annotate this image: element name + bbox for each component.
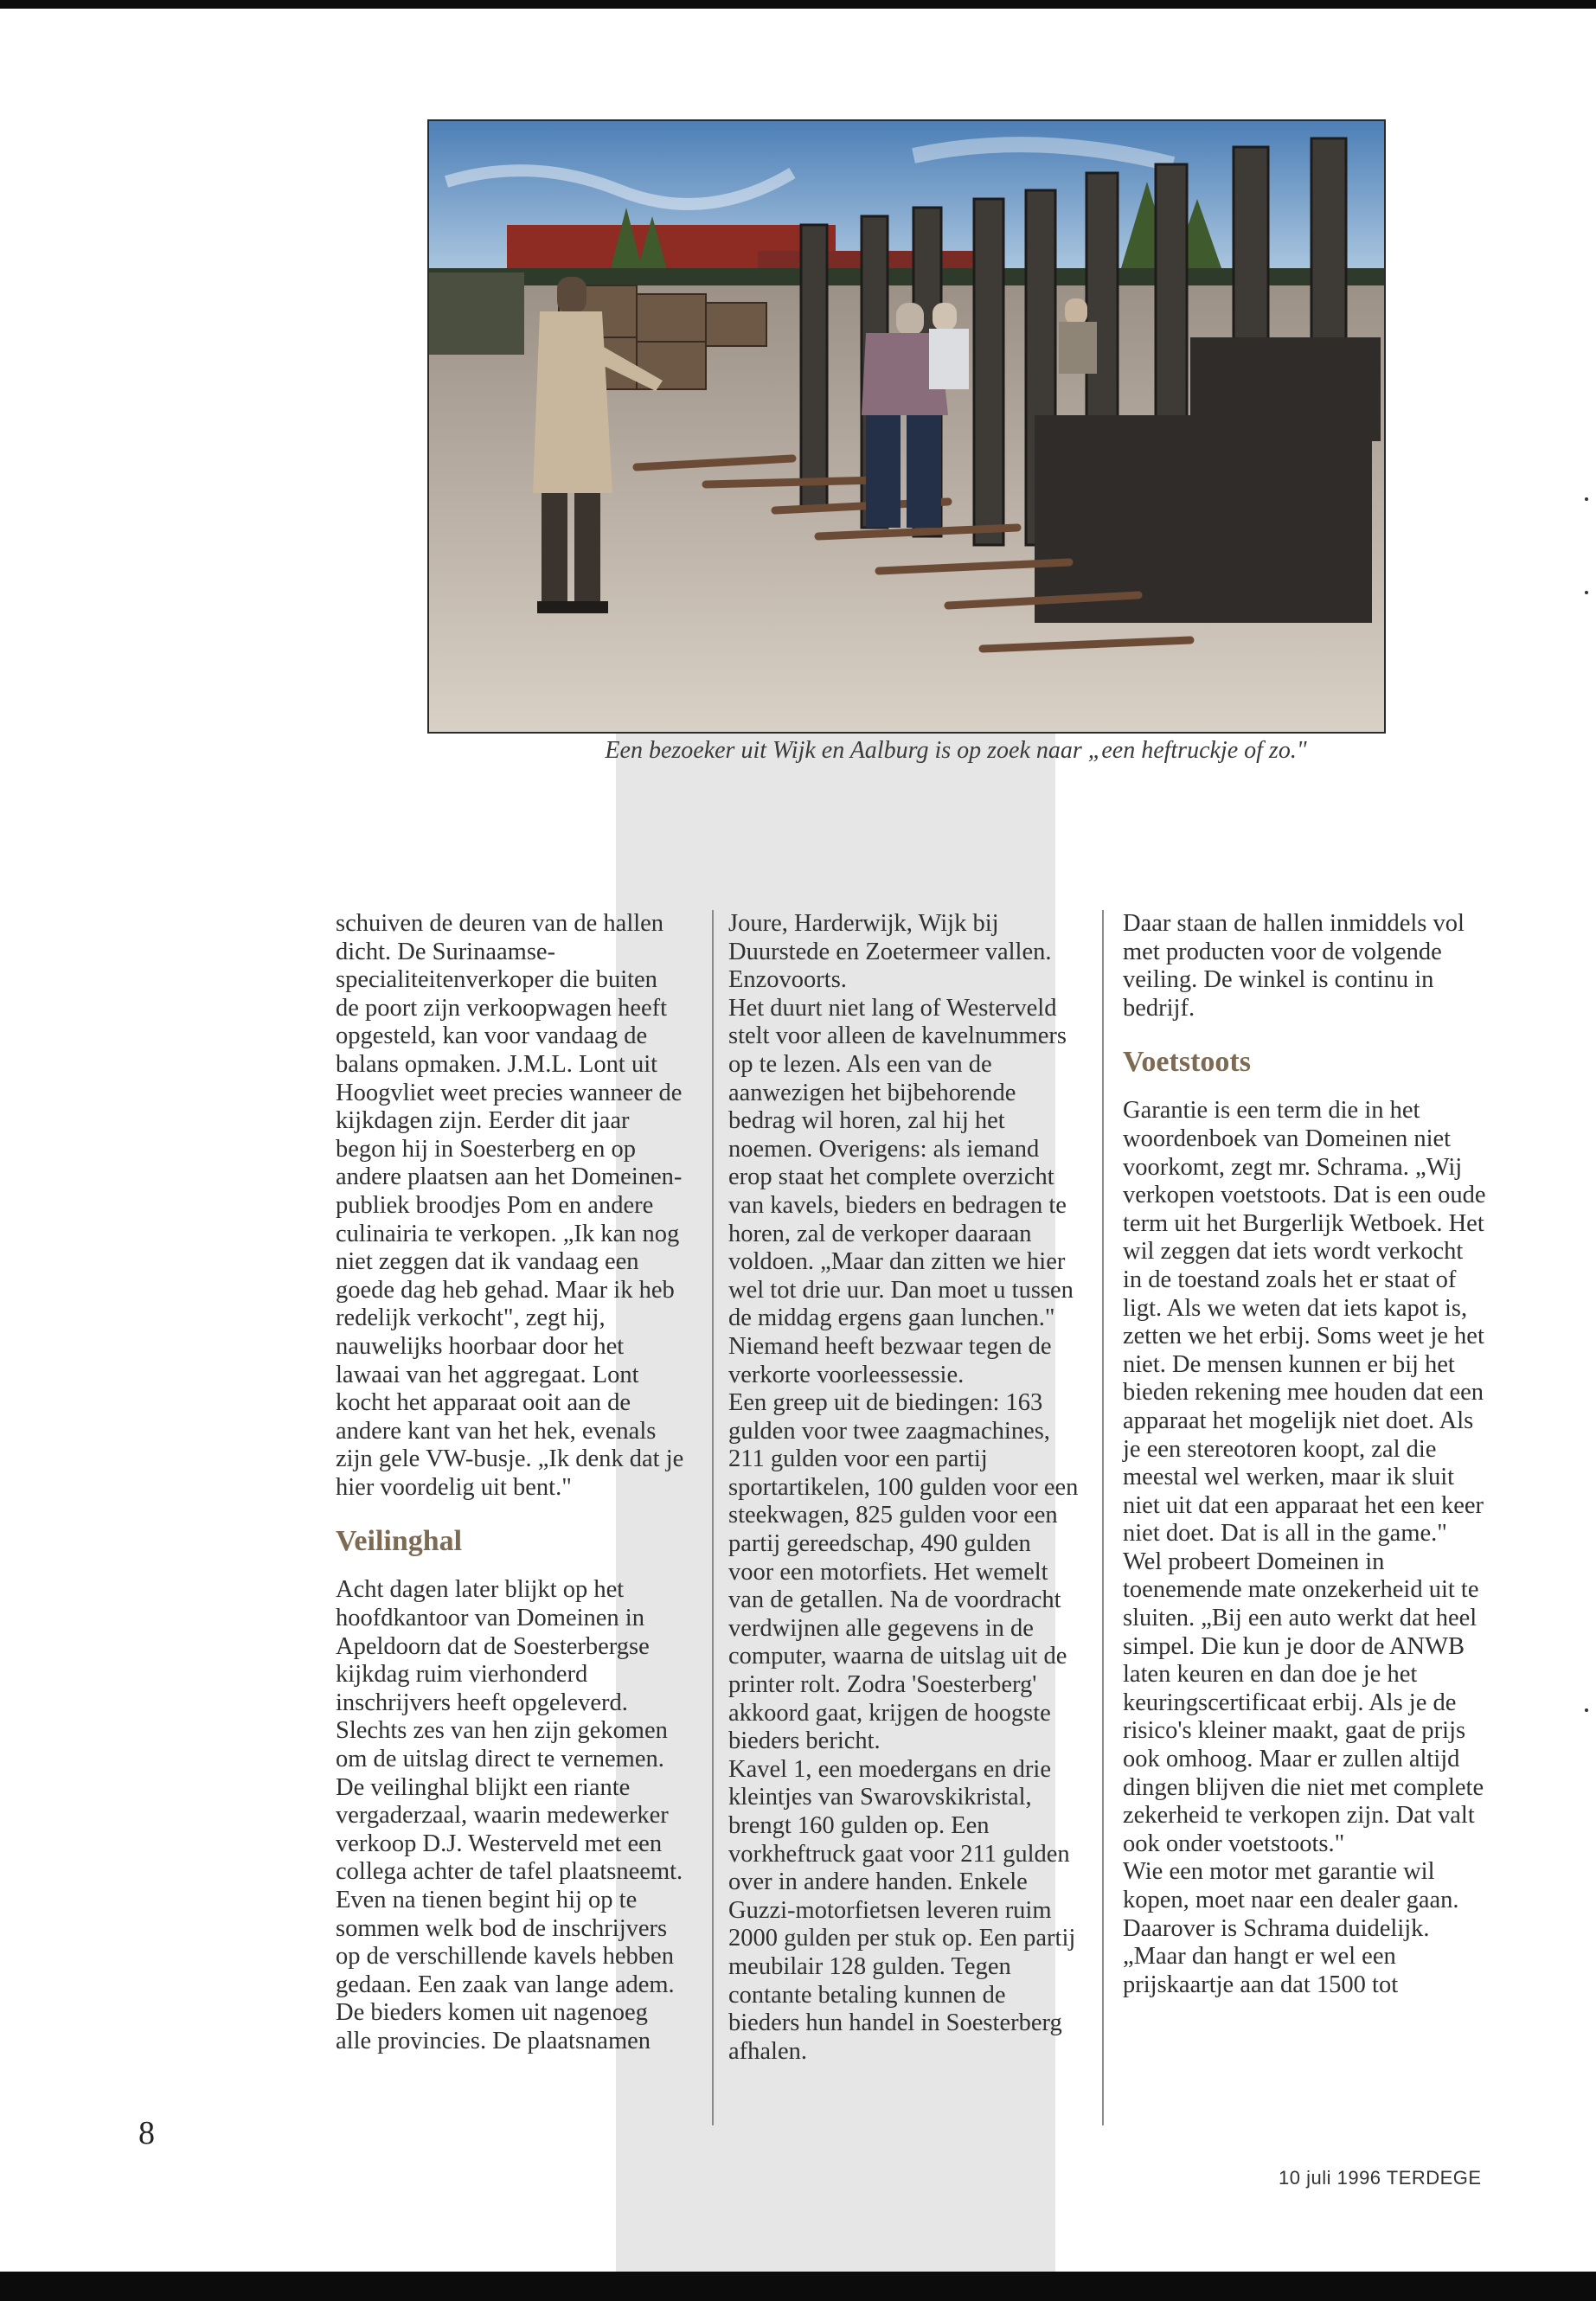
paragraph: Kavel 1, een moedergans en drie kleintjes van Swarovskikristal, brengt 160 gulden op. Een vorkheftruck gaat voor 211 gulden over in andere handen. Enkele Guzzi-motorfietsen leveren ruim 2000 gulden per stuk op. Een partij meubilair 128 gulden. Tegen contante betaling kunnen de bieders hun handel in Soesterberg afhalen.	[728, 1755, 1076, 2065]
footer-date-publication: 10 juli 1996 TERDEGE	[1279, 2167, 1482, 2189]
column-divider	[712, 910, 714, 2125]
paragraph: Joure, Harderwijk, Wijk bij Duurstede en Zoetermeer vallen. Enzovoorts.	[728, 910, 1052, 994]
bottom-black-rule	[0, 2272, 1596, 2301]
forklift-photo	[427, 119, 1386, 734]
paragraph: Acht dagen later blijkt op het hoofdkantoor van Domeinen in Apeldoorn dat de Soesterbergse kijkdag ruim vierhonderd inschrijvers heeft opgeleverd. Slechts zes van hen zijn gekomen om de uitslag direct te vernemen. De veilinghal blijkt een riante vergaderzaal, waarin medewerker verkoop D.J. Westerveld met een collega achter de tafel plaatsneemt. Even na tienen begint hij op te sommen welk bod de inschrijvers op de verschillende kavels hebben gedaan. Een zaak van lange adem. De bieders komen uit nagenoeg alle provincies. De plaatsnamen	[336, 1576, 683, 2054]
paragraph: Het duurt niet lang of Westerveld stelt voor alleen de kavelnummers op te lezen. Als een van de aanwezigen het bijbehorende bedrag wil horen, zal hij het noemen. Overigens: als iemand erop staat het complete overzicht van kavels, bieders en bedragen te horen, zal de verkoper daaraan voldoen. „Maar dan zitten we hier wel tot drie uur. Dan moet u tussen de middag ergens gaan lunchen." Niemand heeft bezwaar tegen de verkorte voorleessessie.	[728, 994, 1074, 1388]
scan-mark	[1585, 591, 1588, 594]
paragraph: Een greep uit de biedingen: 163 gulden voor twee zaagmachines, 211 gulden voor een partij sportartikelen, 100 gulden voor een steekwagen, 825 gulden voor een partij gereedschap, 490 gulden voor een motorfiets. Het wemelt van de getallen. Na de voordracht verdwijnen alle gegevens in de computer, waarna de uitslag uit de printer rolt. Zodra 'Soesterberg' akkoord gaat, krijgen de hoogste bieders bericht.	[728, 1389, 1079, 1755]
photo-caption: Een bezoeker uit Wijk en Aalburg is op zoek naar „een heftruckje of zo."	[605, 737, 1307, 764]
page-number: 8	[138, 2115, 155, 2151]
paragraph: Wel probeert Domeinen in toenemende mate onzekerheid uit te sluiten. „Bij een auto werkt dat heel simpel. Die kun je door de ANWB laten keuren en dan doe je het keuringscertificaat erbij. Als je de risico's kleiner maakt, gaat de prijs ook omhoog. Maar er zullen altijd dingen blijven die niet met complete zekerheid te verkopen zijn. Dat valt ook onder voetstoots."	[1123, 1548, 1484, 1857]
paragraph: Wie een motor met garantie wil kopen, moet naar een dealer gaan. Daarover is Schrama duidelijk. „Maar dan hangt er wel een prijskaartje aan dat 1500 tot	[1123, 1858, 1459, 1998]
top-black-rule	[0, 0, 1596, 9]
scan-mark	[1585, 497, 1588, 501]
paragraph: schuiven de deuren van de hallen dicht. De Surinaamse-specialiteitenverkoper die buiten de poort zijn verkoopwagen heeft opgesteld, kan voor vandaag de balans opmaken. J.M.L. Lont uit Hoogvliet weet precies wanneer de kijkdagen zijn. Eerder dit jaar begon hij in Soesterberg en op andere plaatsen aan het Domeinen-publiek broodjes Pom en andere culinairia te verkopen. „Ik kan nog niet zeggen dat ik vandaag een goede dag heb gehad. Maar ik heb redelijk verkocht", zegt hij, nauwelijks hoorbaar door het lawaai van het aggregaat. Lont kocht het apparaat ooit aan de andere kant van het hek, evenals zijn gele VW-busje. „Ik denk dat je hier voordelig uit bent."	[336, 910, 684, 1501]
article-column-3	[1123, 910, 1486, 1999]
section-heading-veilinghal: Veilinghal	[336, 1525, 463, 1558]
paragraph: Garantie is een term die in het woordenboek van Domeinen niet voorkomt, zegt mr. Schrama. „Wij verkopen voetstoots. Dat is een oude term uit het Burgerlijk Wetboek. Het wil zeggen dat iets wordt verkocht in de toestand zoals het er staat of ligt. Als we weten dat iets kapot is, zetten we het erbij. Soms weet je het niet. De mensen kunnen er bij het bieden rekening mee houden dat een apparaat het mogelijk niet doet. Als je een stereotoren koopt, zal die meestal wel werken, maar ik sluit niet uit dat een apparaat het een keer niet doet. Dat is all in the game."	[1123, 1097, 1486, 1548]
section-heading-voetstoots: Voetstoots	[1123, 1046, 1251, 1079]
paragraph: Daar staan de hallen inmiddels vol met producten voor de volgende veiling. De winkel is continu in bedrijf.	[1123, 910, 1465, 1022]
article-column-2	[728, 910, 1081, 2066]
scan-mark	[1585, 1708, 1588, 1712]
column-divider	[1102, 910, 1104, 2125]
article-column-1	[336, 910, 685, 2056]
